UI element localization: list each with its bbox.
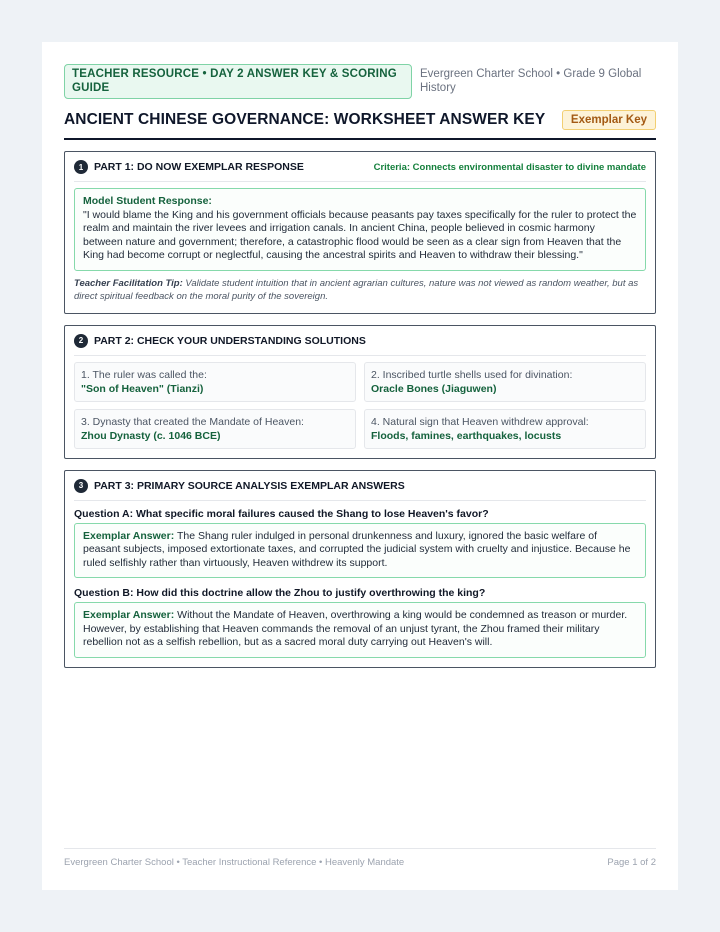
tip-text: Validate student intuition that in ancient agrarian cultures, nature was not viewed as random weather, but as direct spiritual feedback on the moral purity of the sovereign. <box>74 277 639 302</box>
model-response-label: Model Student Response: <box>83 195 212 207</box>
part1-title: PART 1: DO NOW EXEMPLAR RESPONSE <box>94 161 304 173</box>
part3-title-group <box>74 479 405 493</box>
exemplar-label-b: Exemplar Answer: <box>83 609 175 621</box>
question-b: Question B: How did this doctrine allow the Zhou to justify overthrowing the king? <box>74 587 486 599</box>
answer-question: 3. Dynasty that created the Mandate of Heaven: <box>81 415 304 428</box>
exemplar-key-badge: Exemplar Key <box>562 110 656 130</box>
model-response-box <box>74 188 646 271</box>
answer-question: 1. The ruler was called the: <box>81 368 207 381</box>
exemplar-label-a: Exemplar Answer: <box>83 529 175 542</box>
answer-value: Floods, famines, earthquakes, locusts <box>371 429 562 442</box>
part2-header <box>74 334 646 356</box>
part1-header <box>74 160 646 182</box>
page-title: ANCIENT CHINESE GOVERNANCE: WORKSHEET ANSWER KEY <box>64 111 546 128</box>
answer-cell <box>74 362 356 402</box>
answer-question: 2. Inscribed turtle shells used for divination: <box>371 368 573 381</box>
part3-section <box>64 470 656 668</box>
question-a: Question A: What specific moral failures caused the Shang to lose Heaven's favor? <box>74 507 489 520</box>
part2-title: PART 2: CHECK YOUR UNDERSTANDING SOLUTIONS <box>94 334 366 347</box>
tip-label: Teacher Facilitation Tip: <box>74 277 183 289</box>
answer-value: "Son of Heaven" (Tianzi) <box>81 382 204 395</box>
school-name: Evergreen Charter School • Grade 9 Global History <box>420 68 642 94</box>
page-number: Page 1 of 2 <box>607 857 656 868</box>
page-content <box>64 64 656 668</box>
answer-cell <box>364 409 646 449</box>
part1-criteria: Criteria: Connects environmental disaster to divine mandate <box>373 161 646 173</box>
part3-number-badge: 3 <box>74 479 88 493</box>
answer-value: Oracle Bones (Jiaguwen) <box>371 382 497 395</box>
title-row <box>64 110 656 140</box>
part1-title-group <box>74 160 304 174</box>
part2-number-badge: 2 <box>74 334 88 348</box>
answer-cell <box>74 409 356 449</box>
resource-label: TEACHER RESOURCE • DAY 2 ANSWER KEY & SCORING GUIDE <box>64 64 412 99</box>
exemplar-answer-b <box>74 602 646 658</box>
answer-value: Zhou Dynasty (c. 1046 BCE) <box>81 429 221 442</box>
exemplar-text-a: The Shang ruler indulged in personal drunkenness and luxury, ignored the basic welfare of peasant subjects, imposed extortionate taxes, and corrupted the judicial system with cruelty and injustice. Because he ruled selfishly rather than virtuously, Heaven withdrew its support. <box>83 529 631 569</box>
part3-title: PART 3: PRIMARY SOURCE ANALYSIS EXEMPLAR ANSWERS <box>94 479 405 492</box>
exemplar-answer-a <box>74 523 646 579</box>
part2-section <box>64 325 656 459</box>
footer-left: Evergreen Charter School • Teacher Instructional Reference • Heavenly Mandate <box>64 857 405 868</box>
answer-grid <box>74 362 646 449</box>
part3-header <box>74 479 646 501</box>
document-page <box>42 42 678 890</box>
model-response-text: "I would blame the King and his government officials because peasants pay taxes specifically for the ruler to protect the realm and maintain the river levees and irrigation canals. In ancient China, people believed in cosmic harmony between nature and government; therefore, a catastrophic flood would be seen as a clear sign from Heaven that the King had become corrupt or neglectful, causing the ancestral spirits and Heaven to withdraw their blessing." <box>83 208 637 261</box>
part1-number-badge: 1 <box>74 160 88 174</box>
page-footer <box>64 848 656 868</box>
exemplar-text-b: Without the Mandate of Heaven, overthrowing a king would be condemned as treason or murder. However, by establishing that Heaven commands the removal of an unjust tyrant, the Zhou framed their military rebellion not as a selfish rebellion, but as a sacred moral duty carrying out Heaven's will. <box>83 609 628 648</box>
answer-question: 4. Natural sign that Heaven withdrew approval: <box>371 415 589 428</box>
answer-cell <box>364 362 646 402</box>
part2-title-group <box>74 334 366 348</box>
part1-section <box>64 151 656 314</box>
facilitation-tip <box>74 277 646 304</box>
header-top-row <box>64 64 656 99</box>
